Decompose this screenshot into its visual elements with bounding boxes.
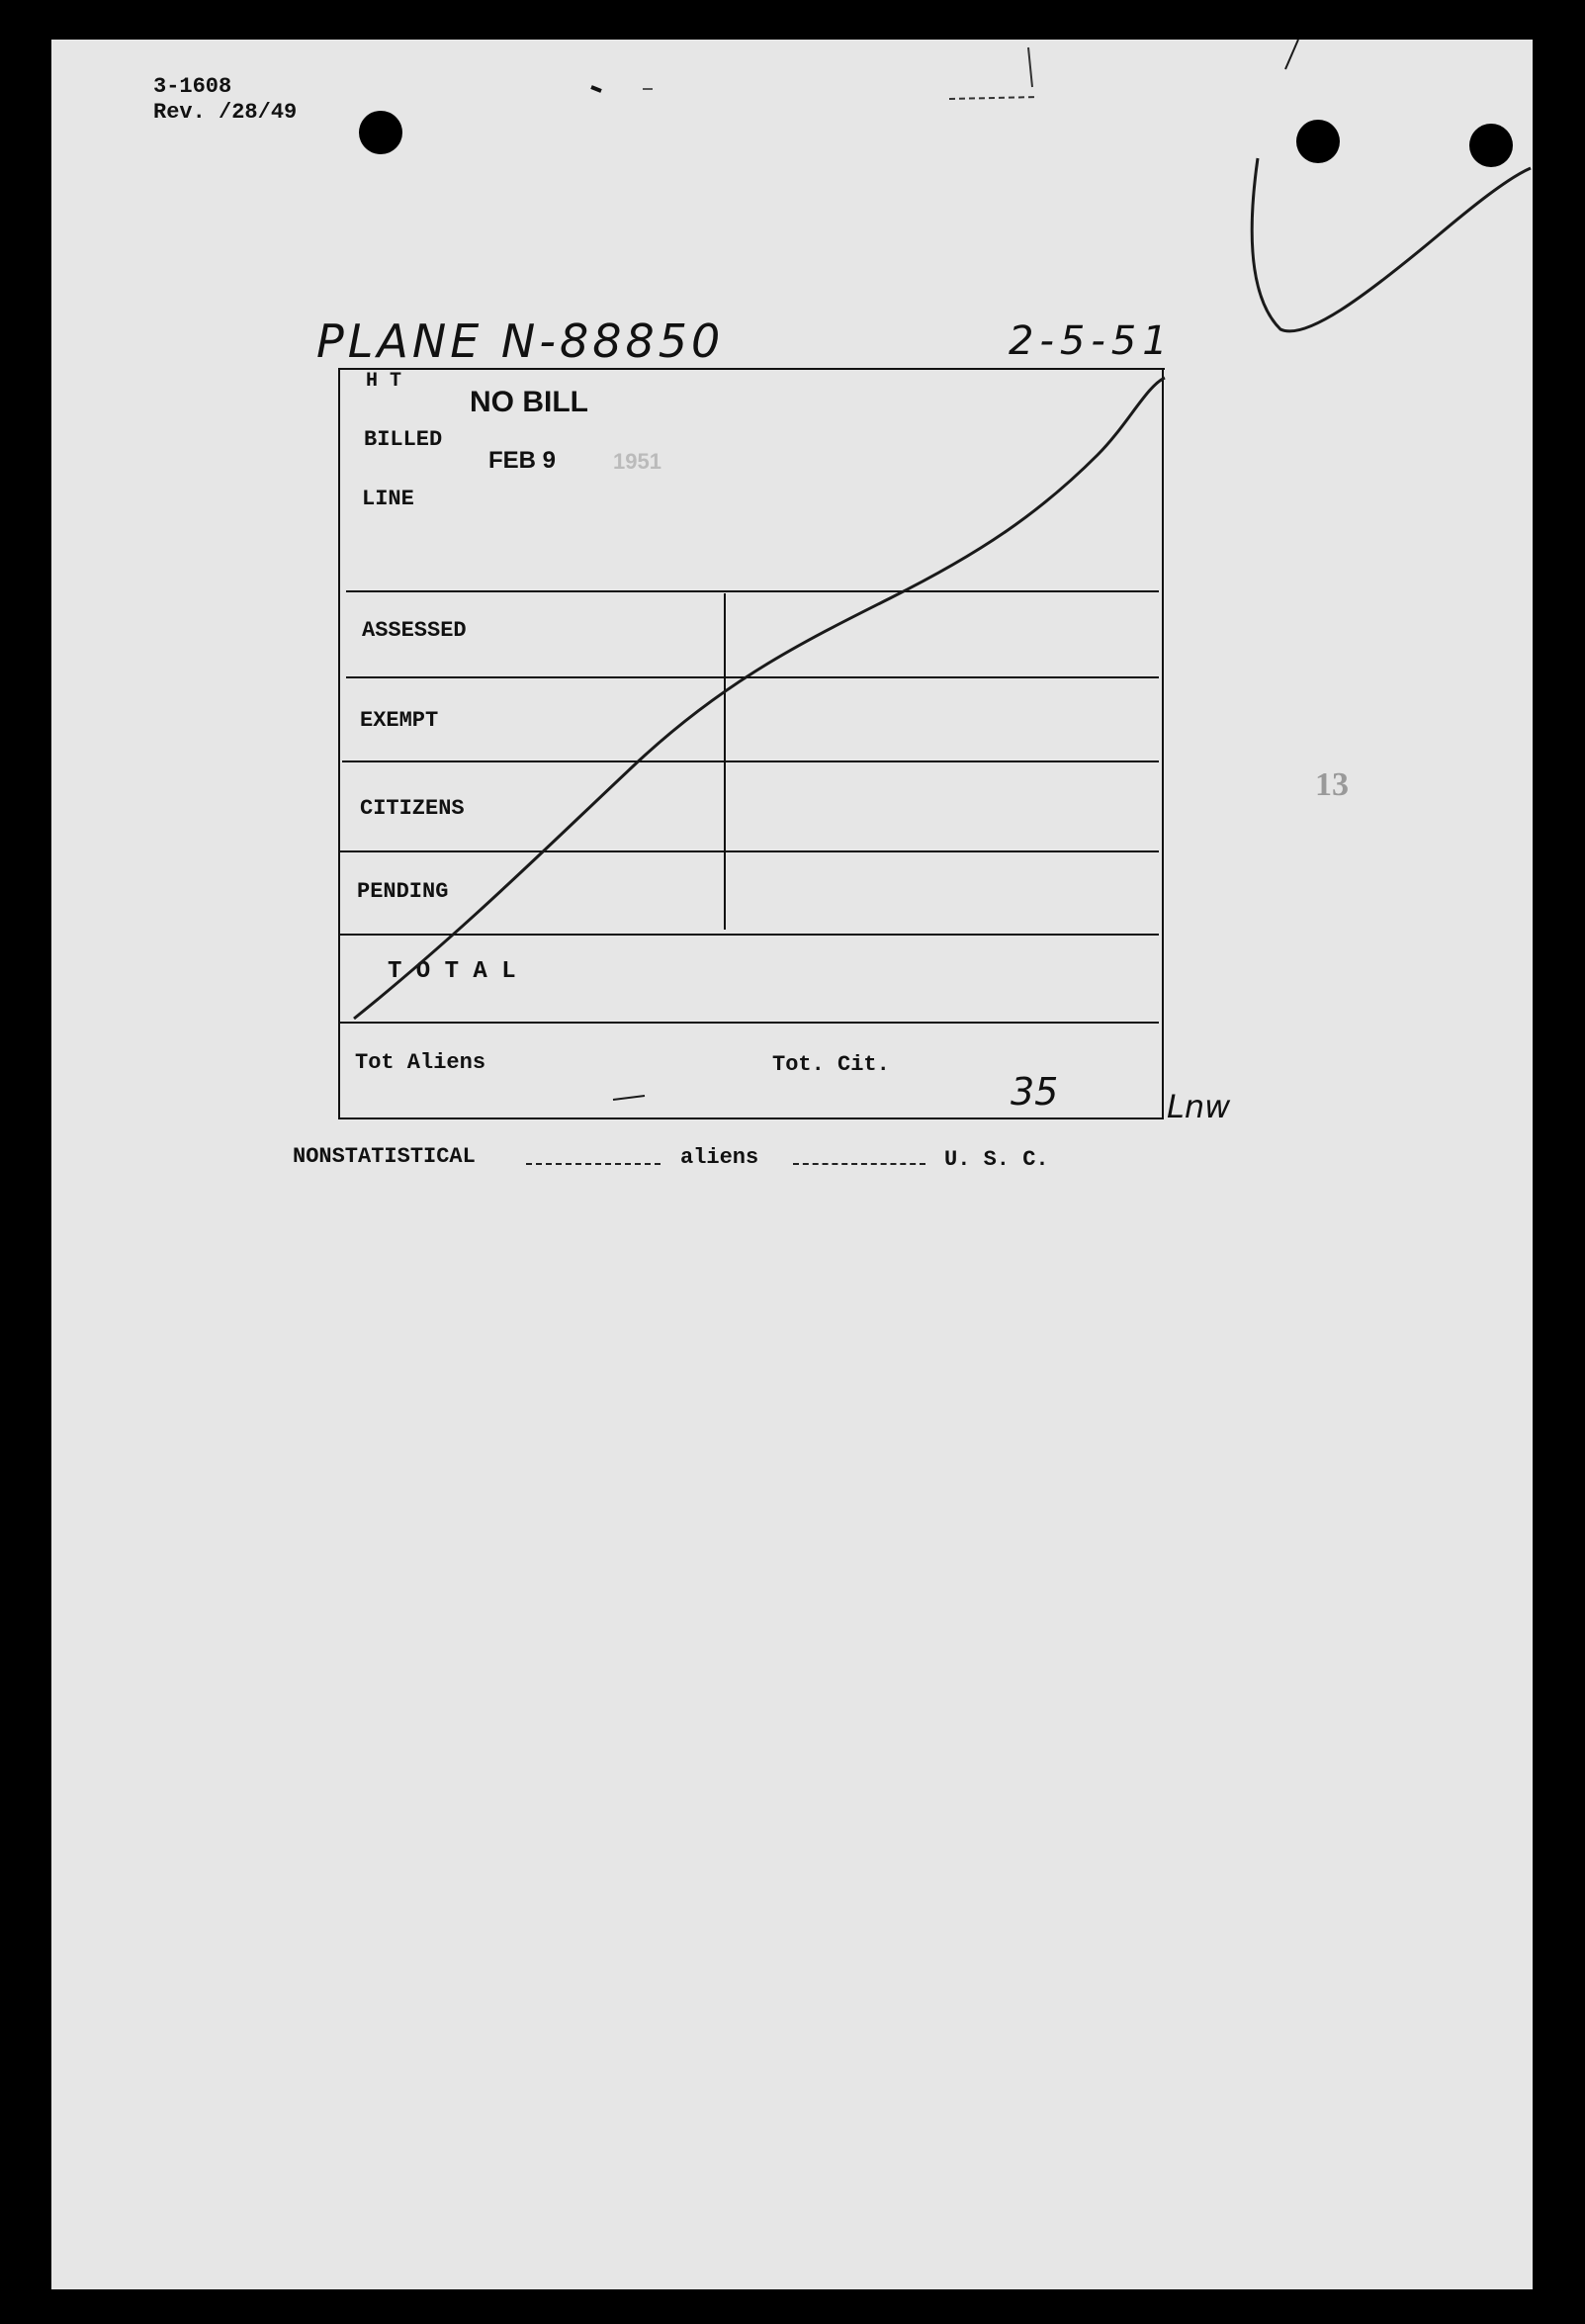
page-number: 13 <box>1315 766 1349 803</box>
check-mark-tick <box>1285 40 1298 69</box>
handwritten-date: 2-5-51 <box>1009 318 1174 364</box>
exempt-label: EXEMPT <box>360 708 439 733</box>
ht-label: H T <box>366 370 402 393</box>
no-bill-stamp: NO BILL <box>470 386 588 418</box>
tot-aliens-label: Tot Aliens <box>355 1050 486 1075</box>
tot-cit-label: Tot. Cit. <box>772 1052 890 1077</box>
line-label: LINE <box>362 487 414 511</box>
total-label: T O T A L <box>388 958 516 985</box>
citizens-label: CITIZENS <box>360 796 465 821</box>
underline-mark <box>949 97 1038 99</box>
dash-mark <box>613 1096 645 1100</box>
billed-label: BILLED <box>364 427 443 452</box>
billed-date-stamp: FEB 9 <box>488 447 557 474</box>
billed-year-stamp: 1951 <box>613 449 661 474</box>
diagonal-cancel-line <box>354 378 1165 1019</box>
usc-label: U. S. C. <box>944 1147 1049 1172</box>
pending-label: PENDING <box>357 879 449 904</box>
top-mark <box>1028 47 1032 87</box>
form-number: 3-1608 <box>153 74 232 99</box>
handwritten-initials: Lnw <box>1167 1088 1231 1125</box>
aliens-label: aliens <box>680 1145 759 1170</box>
form-revision: Rev. /28/49 <box>153 100 298 125</box>
handwritten-plane-number: PLANE N-88850 <box>316 314 725 368</box>
handwritten-count: 35 <box>1011 1070 1059 1114</box>
small-mark <box>591 87 601 91</box>
nonstatistical-label: NONSTATISTICAL <box>293 1144 476 1169</box>
assessed-label: ASSESSED <box>362 618 467 643</box>
check-mark <box>1252 158 1531 331</box>
